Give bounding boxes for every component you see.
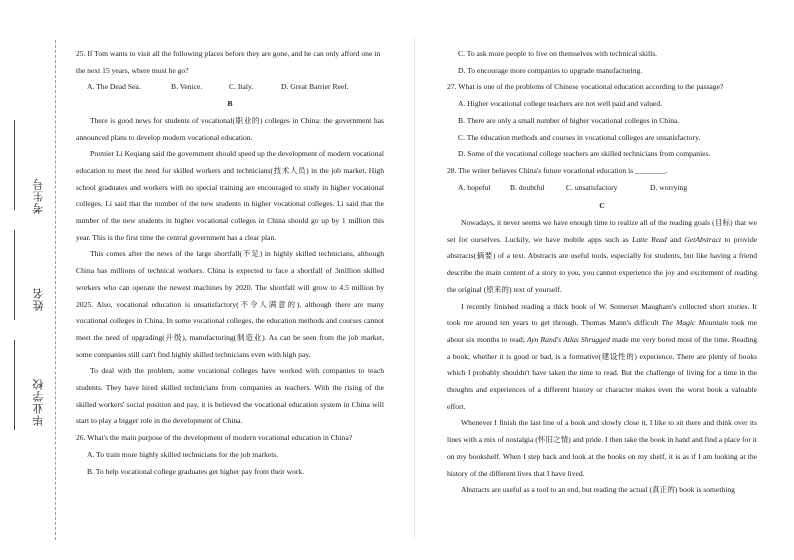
q26-option-a: A. To train more highly skilled technicians for the job markets. (87, 449, 279, 459)
passage-c-paragraph-2: I recently finished reading a thick book of W. Somerset Maugham's collected short stories. It took me around ten years to get through. Thomas Mann's difficult The Magic Mountain took me about six months to read; Ayn Rand's Atlas Shrugged made me very bored most of the time. Reading a book, whether it is good or bad, is a formative(建设性的) experience. There are plenty of books which I probably shouldn't have taken the time to read. But the challenge of living for a time in the thoughts and experiences of a different history or character makes even the worst book a valuable effort. (447, 301, 757, 411)
exam-no-label: 考生号 (32, 178, 45, 214)
q28-option-d: D. worrying (650, 182, 688, 192)
passage-b-paragraph: To deal with the problem, some vocational colleges have worked with companies to teach students. They have hired skilled technicians from companies as teachers. With the rising of the skilled workers' social position and pay, it is believed the vocational education system in China will start to play a bigger role in the development of China. (76, 366, 384, 426)
q25-option-c: C. Italy. (229, 82, 254, 92)
q26-option-b: B. To help vocational college graduates get higher pay from their work. (87, 466, 305, 476)
question-28: 28. The writer believes China's future vocational education is ________. (447, 165, 668, 175)
passage-c-paragraph-1: Nowadays, it never seems we have enough time to realize all of the reading goals (目标) that we set for ourselves. Luckily, we have mobile apps such as Latte Read and GetAbstract to provide abstracts(摘要) of a text. Abstracts are useful tools, especially for students, but like having a friend describe the main content of a story to you, you cannot experience the joy and excitement of reading the original (原来的) text of yourself. (447, 218, 757, 294)
name-label: 姓名 (32, 287, 45, 311)
q25-option-b: B. Venice. (171, 82, 203, 92)
passage-b-paragraph: Premier Li Keqiang said the government should speed up the development of modern vocational education to meet the need for skilled workers and technicians(技术人员) in the job market. High school graduates and workers with no special training are encouraged to study in higher vocational colleges. Li said that the number of the new students in higher vocational colleges. Li said that the number of the new students in higher vocational colleges in China should go up by 1 million this year. This is the first time the central government has a clear plan. (76, 149, 384, 242)
left-column (76, 46, 384, 480)
q28-option-c: C. unsatisfactory (566, 182, 618, 192)
q26-option-c: C. To ask more people to live on themselves with technical skills. (458, 49, 658, 58)
question-25: 25. If Tom wants to visit all the following places before they are gone, and he can only afford one in the next 15 years, where must he go? (76, 49, 381, 75)
q26-option-d: D. To encourage more companies to upgrade manufacturing. (458, 65, 643, 75)
question-26: 26. What's the main purpose of the development of modern vocational education in China? (76, 433, 353, 443)
q28-option-b: B. doubtful (510, 182, 545, 192)
question-28-options (447, 180, 757, 197)
section-b-heading: B (227, 99, 233, 109)
school-line (14, 340, 15, 430)
q27-option-b: B. There are only a small number of higher vocational colleges in China. (458, 115, 680, 125)
binding-margin (0, 0, 60, 560)
right-column (447, 46, 757, 499)
passage-c-paragraph-3: Whenever I finish the last line of a book and slowly close it, I like to sit there and think over its lines with a mix of nostalgia (怀旧之情) and pride. I then take the book in hand and find a place for it on my bookshelf. When I step back and look at the books on my shelf, it is as if I am looking at the history of the different lives that I have lived. (447, 418, 757, 478)
binding-dashed-line (55, 40, 56, 540)
passage-b-paragraph: This comes after the news of the large shortfall(不足) in highly skilled technicians, although China has millions of technical workers. China is expected to face a shortfall of 3million skilled workers who can operate the newest machines by 2020. The shortfall will grow to 4.5 million by 2025. Also, vocational education is unsatisfactory(不令人满意的), although there are many vocational colleges in China. In some vocational colleges, the education methods and courses cannot meet the need of upgrading(升级), manufacturing(制造业). As can be seen from the job market, some companies still can't find highly skilled technicians even with high pay. (76, 249, 384, 359)
name-line (14, 230, 15, 320)
q28-option-a: A. hopeful (458, 182, 491, 192)
question-27: 27. What is one of the problems of Chinese vocational education according to the passage? (447, 82, 724, 92)
q27-option-a: A. Higher vocational college teachers are not well paid and valued. (458, 99, 663, 109)
column-divider (414, 38, 415, 538)
exam-no-line (14, 120, 15, 210)
q27-option-d: D. Some of the vocational college teachers are skilled technicians from companies. (458, 149, 711, 159)
school-label: 毕业学校 (32, 378, 45, 426)
passage-b-paragraph: There is good news for students of vocational(职业的) colleges in China: the government has announced plans to develop modern vocational education. (76, 115, 384, 142)
question-25-options (76, 79, 384, 96)
q25-option-a: A. The Dead Sea. (87, 82, 141, 92)
section-c-heading: C (599, 201, 605, 211)
q25-option-d: D. Great Barrier Reef. (281, 82, 349, 92)
passage-c-paragraph-4: Abstracts are useful as a tool to an end, but reading the actual (真正的) book is something (461, 485, 735, 495)
q27-option-c: C. The education methods and courses in vocational colleges are unsatisfactory. (458, 132, 701, 142)
